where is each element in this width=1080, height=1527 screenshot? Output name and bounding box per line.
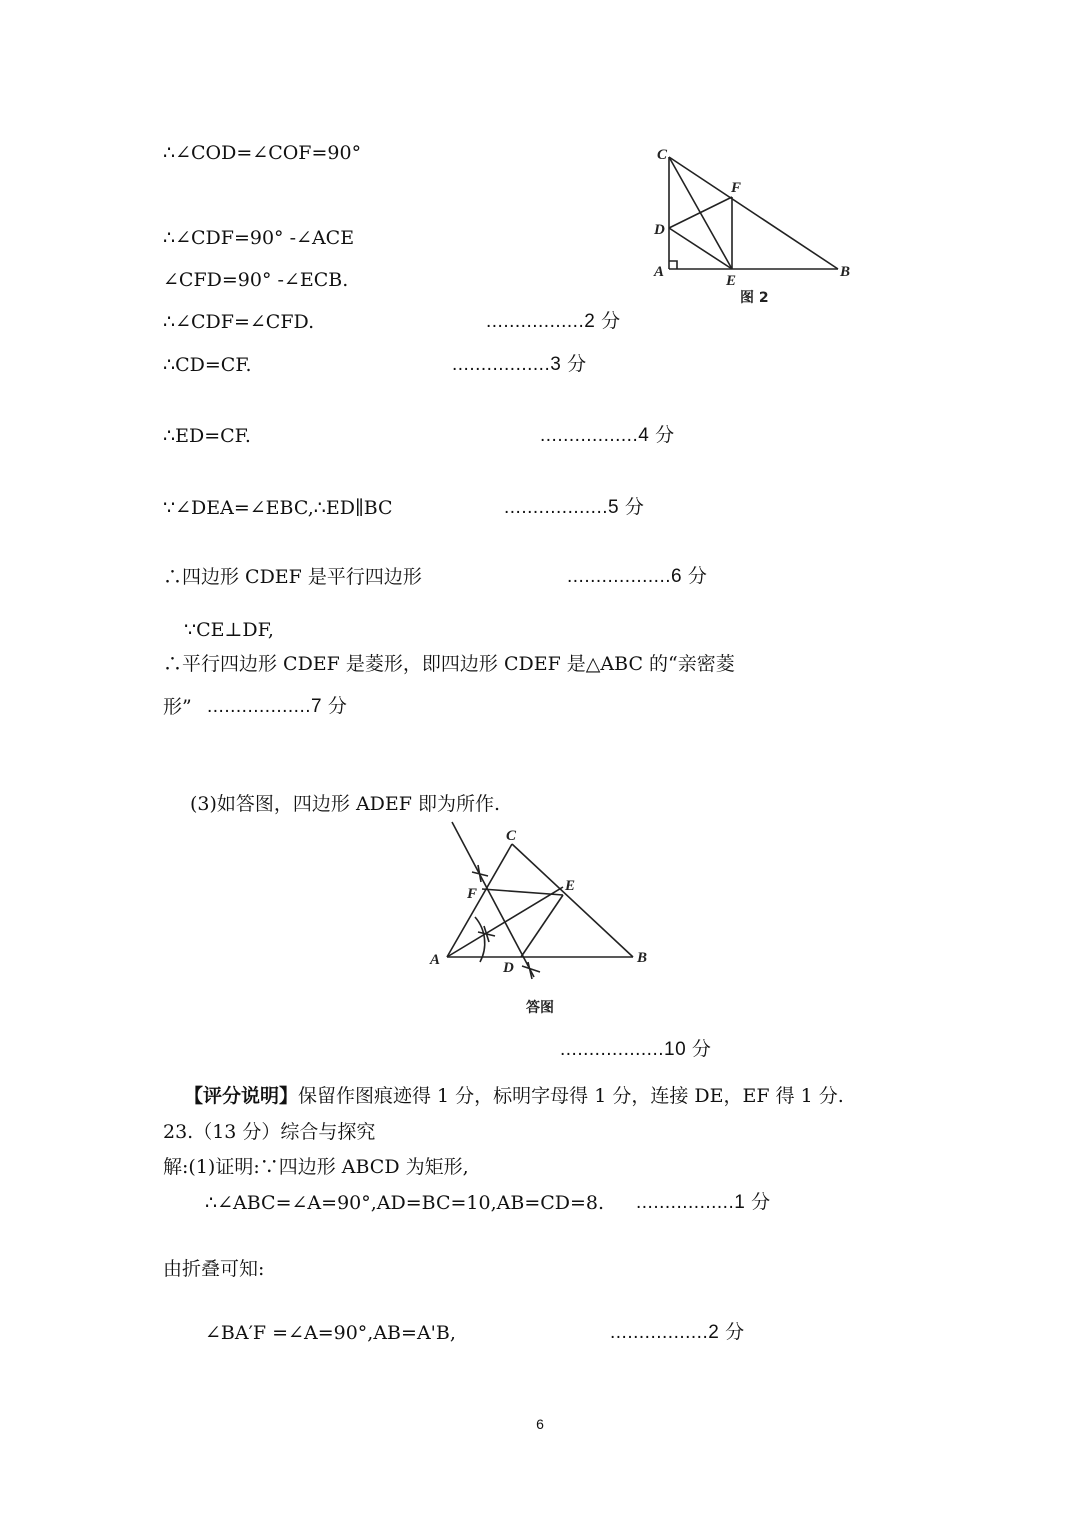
page-number: 6 [536, 1416, 544, 1432]
fig2-label-c: C [657, 147, 668, 163]
fig2-label-b: B [840, 264, 851, 280]
points-7: ..................7 分 [207, 696, 348, 717]
points-2: .................2 分 [486, 311, 621, 332]
ans-caption: 答图 [526, 1000, 554, 1016]
line-cdf-cfd: ∴∠CDF=∠CFD. [163, 311, 315, 333]
fig2-label-a: A [654, 264, 665, 280]
line-cd-cf: ∴CD=CF. [163, 354, 252, 376]
line-rhombus-end: 形” [163, 696, 192, 718]
figure-answer [420, 822, 680, 1022]
points-2b: .................2 分 [610, 1322, 745, 1343]
points-6: ..................6 分 [567, 566, 708, 587]
line-fold-angle: ∠BA′F =∠A=90°,AB=A'B, [205, 1322, 456, 1344]
line-rect-props: ∴∠ABC=∠A=90°,AD=BC=10,AB=CD=8. [205, 1192, 605, 1214]
fig2-label-e: E [726, 273, 737, 289]
solution-start: 解:(1)证明:∵四边形 ABCD 为矩形, [163, 1156, 469, 1178]
ans-label-f: F [467, 886, 478, 902]
line-cdf-ace: ∴∠CDF=90° -∠ACE [163, 227, 355, 249]
ans-label-d: D [503, 960, 514, 976]
ans-label-a: A [430, 952, 441, 968]
line-ed-cf: ∴ED=CF. [163, 425, 251, 447]
scoring-note-text: 保留作图痕迹得 1 分，标明字母得 1 分，连接 DE，EF 得 1 分. [298, 1085, 844, 1107]
question-23-title: 23.（13 分）综合与探究 [163, 1121, 376, 1143]
points-10: ..................10 分 [560, 1039, 712, 1060]
line-cod-cof: ∴∠COD=∠COF=90° [163, 142, 362, 164]
ans-label-b: B [637, 950, 648, 966]
figure-2 [648, 140, 868, 310]
scoring-note-label: 【评分说明】 [184, 1085, 299, 1107]
line-cfd-ecb: ∠CFD=90° -∠ECB. [163, 269, 349, 291]
line-part3: (3)如答图，四边形 ADEF 即为所作. [190, 793, 501, 815]
scoring-note [184, 1084, 844, 1108]
line-fold: 由折叠可知: [163, 1258, 265, 1280]
points-1: .................1 分 [636, 1192, 771, 1213]
points-3: .................3 分 [452, 354, 587, 375]
line-dea-ebc: ∵∠DEA=∠EBC,∴ED∥BC [163, 497, 393, 519]
points-5: ..................5 分 [504, 497, 645, 518]
line-ce-perp-df: ∵CE⊥DF, [184, 619, 274, 641]
ans-label-c: C [506, 828, 517, 844]
line-parallelogram: ∴四边形 CDEF 是平行四边形 [163, 566, 422, 588]
fig2-caption: 图 2 [740, 290, 769, 306]
points-4: .................4 分 [540, 425, 675, 446]
fig2-label-d: D [654, 222, 665, 238]
line-rhombus: ∴平行四边形 CDEF 是菱形，即四边形 CDEF 是△ABC 的“亲密菱 [163, 653, 735, 675]
ans-label-e: E [565, 878, 576, 894]
fig2-label-f: F [731, 180, 742, 196]
